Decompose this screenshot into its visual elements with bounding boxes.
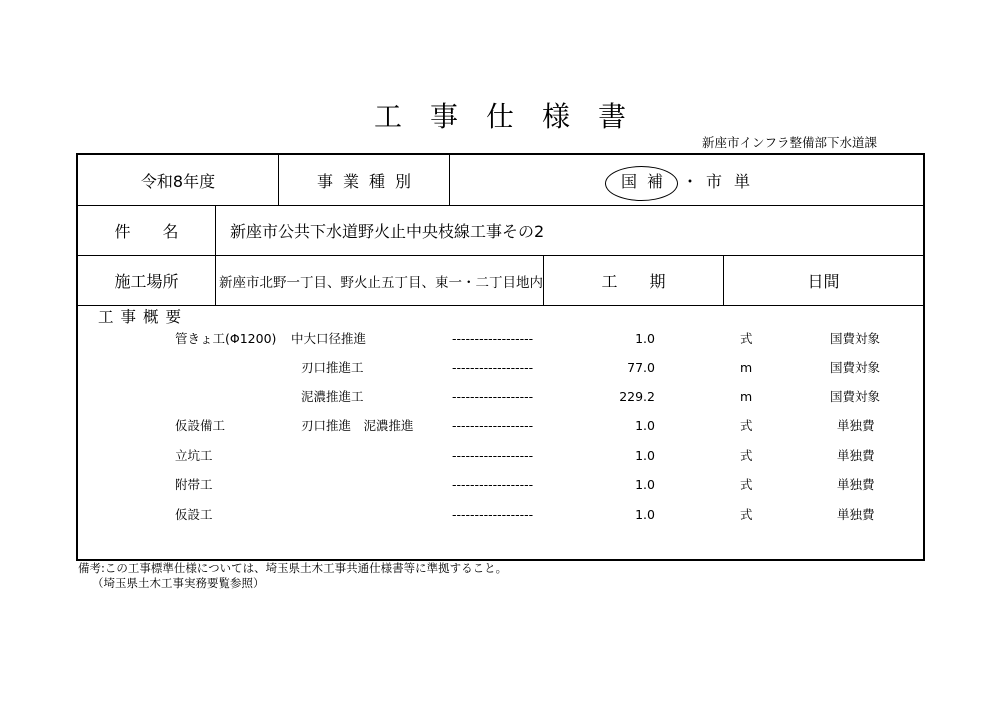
row-project-name [78, 206, 923, 256]
item-quantity: 77.0 [627, 360, 655, 375]
item-quantity: 1.0 [635, 507, 655, 522]
item-dashes: ------------------ [452, 360, 534, 375]
item-quantity: 1.0 [635, 418, 655, 433]
item-note: 国費対象 [830, 331, 881, 346]
divider [449, 155, 450, 205]
subsidy-national: 国補 [621, 171, 674, 191]
divider [215, 256, 216, 305]
project-name: 新座市公共下水道野火止中央枝線工事その2 [230, 222, 545, 241]
item-note: 国費対象 [830, 389, 881, 404]
subsidy-separator: ・ [682, 171, 699, 191]
item-dashes: ------------------ [452, 507, 534, 522]
item-quantity: 1.0 [635, 477, 655, 492]
row-location [78, 256, 923, 306]
item-quantity: 1.0 [635, 331, 655, 346]
item-category: 仮設工 [175, 507, 213, 522]
spec-table [76, 153, 925, 561]
item-dashes: ------------------ [452, 389, 534, 404]
item-category: 附帯工 [175, 477, 213, 492]
department-name: 新座市インフラ整備部下水道課 [701, 135, 877, 150]
item-detail: 中大口径推進 [291, 331, 367, 346]
item-dashes: ------------------ [452, 448, 534, 463]
subsidy-city: 市単 [706, 171, 763, 191]
fiscal-year: 令和8年度 [140, 171, 216, 191]
period-label: 工 期 [601, 272, 666, 291]
item-unit: m [740, 360, 753, 375]
item-note: 単独費 [837, 477, 875, 492]
item-detail: 刃口推進 泥濃推進 [301, 418, 414, 433]
project-name-label: 件 名 [114, 222, 179, 241]
item-note: 単独費 [837, 448, 875, 463]
item-unit: 式 [740, 507, 753, 522]
item-dashes: ------------------ [452, 331, 534, 346]
item-note: 単独費 [837, 507, 875, 522]
remarks-reference: （埼玉県土木工事実務要覧参照） [92, 576, 265, 590]
item-detail: 刃口推進工 [301, 360, 364, 375]
divider [215, 206, 216, 255]
item-unit: 式 [740, 418, 753, 433]
row-fiscal-year [78, 155, 923, 206]
item-category: 立坑工 [175, 448, 213, 463]
item-quantity: 1.0 [635, 448, 655, 463]
business-type-label: 事業種別 [316, 171, 421, 191]
item-unit: 式 [740, 331, 753, 346]
item-detail: 泥濃推進工 [301, 389, 364, 404]
item-dashes: ------------------ [452, 418, 534, 433]
item-dashes: ------------------ [452, 477, 534, 492]
location: 新座市北野一丁目、野火止五丁目、東一・二丁目地内 [219, 274, 543, 291]
item-category: 仮設備工 [175, 418, 226, 433]
summary-title: 工事概要 [98, 308, 189, 326]
item-quantity: 229.2 [619, 389, 655, 404]
location-label: 施工場所 [114, 272, 179, 291]
item-category: 管きょ工(Φ1200) [175, 331, 277, 346]
item-unit: 式 [740, 477, 753, 492]
document-title: 工事仕様書 [373, 100, 654, 133]
item-note: 国費対象 [830, 360, 881, 375]
remarks-note: 備考:この工事標準仕様については、埼玉県土木工事共通仕様書等に準拠すること。 [78, 561, 508, 575]
item-unit: m [740, 389, 753, 404]
item-note: 単独費 [837, 418, 875, 433]
period-value: 日間 [807, 272, 840, 291]
item-unit: 式 [740, 448, 753, 463]
